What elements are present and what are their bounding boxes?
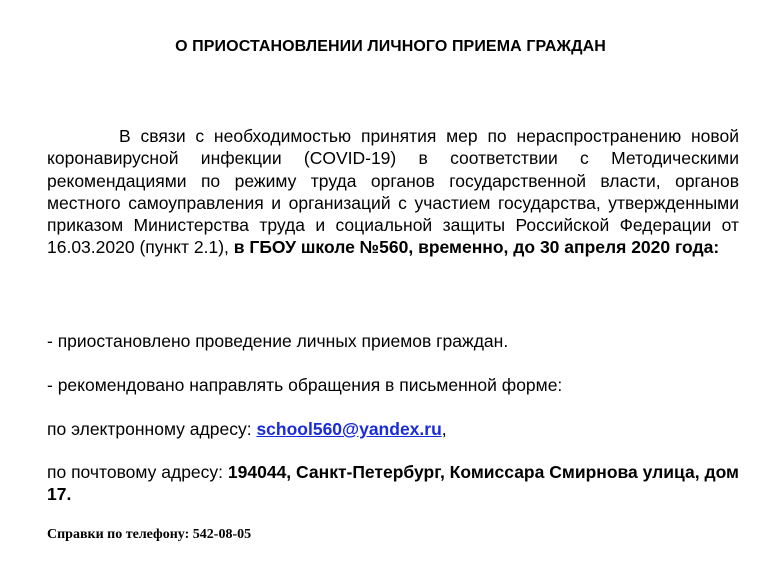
postal-address: 194044, Санкт-Петербург, Комиссара Смирнова улица, дом 17. xyxy=(47,462,739,505)
page-title: О ПРИОСТАНОВЛЕНИИ ЛИЧНОГО ПРИЕМА ГРАЖДАН xyxy=(175,38,606,55)
phone-footer: Справки по телефону: 542-08-05 xyxy=(47,527,252,542)
email-line-suffix: , xyxy=(441,419,447,439)
email-line-prefix: по электронному адресу: xyxy=(47,419,257,439)
postal-line xyxy=(47,461,739,506)
main-paragraph xyxy=(47,125,739,259)
email-line xyxy=(47,418,739,440)
main-paragraph-text: В связи с необходимостью принятия мер по нераспространению новой коронавирусной инфекции (COVID-19) в соответствии с Методическими рекомендациями по режиму труда органов государственной власти, органов местного самоуправления и организаций с участием государства, утвержденными приказом Министерства труда и социальной защиты Российской Федерации от 16.03.2020 (пункт 2.1), xyxy=(47,126,739,258)
postal-line-prefix: по почтовому адресу: xyxy=(47,462,228,482)
main-paragraph-bold-text: в ГБОУ школе №560, временно, до 30 апреля 2020 года: xyxy=(233,237,720,258)
email-link[interactable]: school560@yandex.ru xyxy=(256,419,442,439)
list-item-suspended: - приостановлено проведение личных приемов граждан. xyxy=(47,331,509,351)
list-item-recommended: - рекомендовано направлять обращения в письменной форме: xyxy=(47,375,563,395)
